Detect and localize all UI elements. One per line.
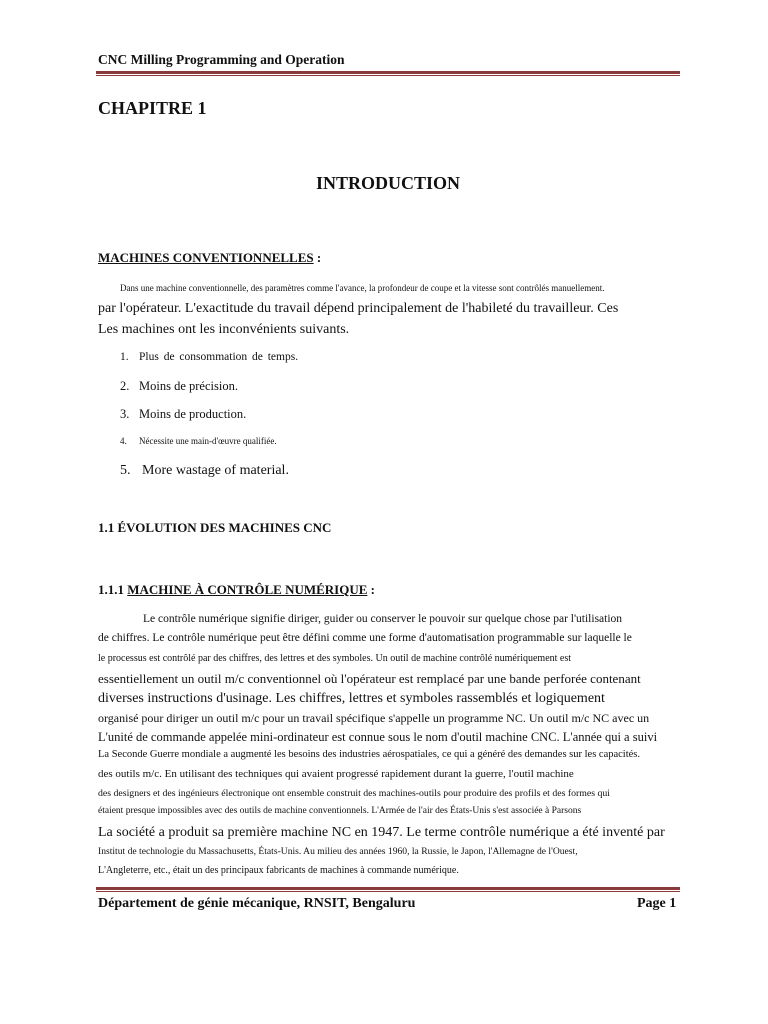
list-item-number: 2. — [120, 379, 130, 393]
list-item — [120, 463, 289, 479]
chapter-heading: CHAPITRE 1 — [98, 98, 207, 118]
section-heading-conventional-machines — [98, 250, 321, 266]
section-heading-evolution: 1.1 ÉVOLUTION DES MACHINES CNC — [98, 520, 332, 535]
paragraph-line: essentiellement un outil m/c conventionnel où l'opérateur est remplacé par une bande perforée contenant — [98, 671, 641, 686]
paragraph-line: étaient presque impossibles avec des outils de machine conventionnels. L'Armée de l'air des États-Unis s'est associée à Parsons — [98, 806, 582, 816]
paragraph-line: La Seconde Guerre mondiale a augmenté les besoins des industries aérospatiales, ce qui a généré des demandes sur les capacités. — [98, 749, 641, 760]
list-item-text: More wastage of material. — [142, 463, 289, 478]
paragraph-line: Les machines ont les inconvénients suivants. — [98, 322, 350, 337]
footer-department: Département de génie mécanique, RNSIT, Bengaluru — [98, 896, 416, 911]
paragraph-line: La société a produit sa première machine NC en 1947. Le terme contrôle numérique a été inventé par — [98, 825, 665, 840]
section-heading-colon: : — [367, 582, 375, 597]
list-item-text: Moins de précision. — [139, 379, 238, 393]
list-item — [120, 407, 246, 422]
paragraph-line: Le contrôle numérique signifie diriger, guider ou conserver le pouvoir sur quelque chose par l'utilisation — [143, 613, 623, 625]
section-heading-text: MACHINE À CONTRÔLE NUMÉRIQUE — [127, 582, 368, 597]
header-divider — [96, 71, 680, 76]
paragraph-line: Institut de technologie du Massachusetts, États-Unis. Au milieu des années 1960, la Russie, le Japon, l'Allemagne de l'Ouest, — [98, 846, 578, 857]
list-item-number: 4. — [120, 436, 127, 446]
list-item-number: 3. — [120, 407, 130, 421]
paragraph-line: par l'opérateur. L'exactitude du travail dépend principalement de l'habileté du travailleur. Ces — [98, 301, 619, 316]
paragraph-line: des designers et des ingénieurs électronique ont ensemble construit des machines-outils pour produire des profils et des formes qui — [98, 788, 611, 799]
running-header-title: CNC Milling Programming and Operation — [98, 52, 345, 67]
list-item-text: Nécessite une main-d'œuvre qualifiée. — [139, 436, 277, 446]
list-item-number: 1. — [120, 351, 129, 363]
section-heading-colon: : — [313, 250, 322, 265]
list-item — [120, 436, 277, 446]
list-item-text: Plus de consommation de temps. — [139, 351, 299, 363]
page-title: INTRODUCTION — [315, 173, 461, 193]
paragraph-line: de chiffres. Le contrôle numérique peut être défini comme une forme d'automatisation programmable sur laquelle le — [98, 632, 632, 644]
paragraph-line: L'Angleterre, etc., était un des principaux fabricants de machines à commande numérique. — [98, 865, 459, 876]
section-number: 1.1.1 — [98, 582, 128, 597]
footer-divider — [96, 887, 680, 892]
section-heading-text: MACHINES CONVENTIONNELLES — [98, 250, 314, 265]
paragraph-line: des outils m/c. En utilisant des techniques qui avaient progressé rapidement durant la guerre, l'outil machine — [98, 768, 574, 780]
list-item — [120, 379, 238, 394]
section-heading-nc-machine — [98, 582, 375, 598]
paragraph-line: L'unité de commande appelée mini-ordinateur est connue sous le nom d'outil machine CNC. L'année qui a suivi — [98, 730, 658, 744]
paragraph-line: organisé pour diriger un outil m/c pour un travail spécifique s'appelle un programme NC. Un outil m/c NC avec un — [98, 711, 650, 725]
list-item-number: 5. — [120, 463, 131, 478]
footer-page-number: Page 1 — [637, 896, 677, 911]
list-item-text: Moins de production. — [139, 407, 247, 421]
paragraph-line: le processus est contrôlé par des chiffres, des lettres et des symboles. Un outil de machine contrôlé numériquement est — [98, 653, 572, 664]
paragraph-line: diverses instructions d'usinage. Les chiffres, lettres et symboles rassemblés et logiquement — [98, 691, 605, 706]
paragraph-line: Dans une machine conventionnelle, des paramètres comme l'avance, la profondeur de coupe et la vitesse sont contrôlés manuellement. — [120, 283, 605, 293]
list-item — [120, 351, 298, 363]
